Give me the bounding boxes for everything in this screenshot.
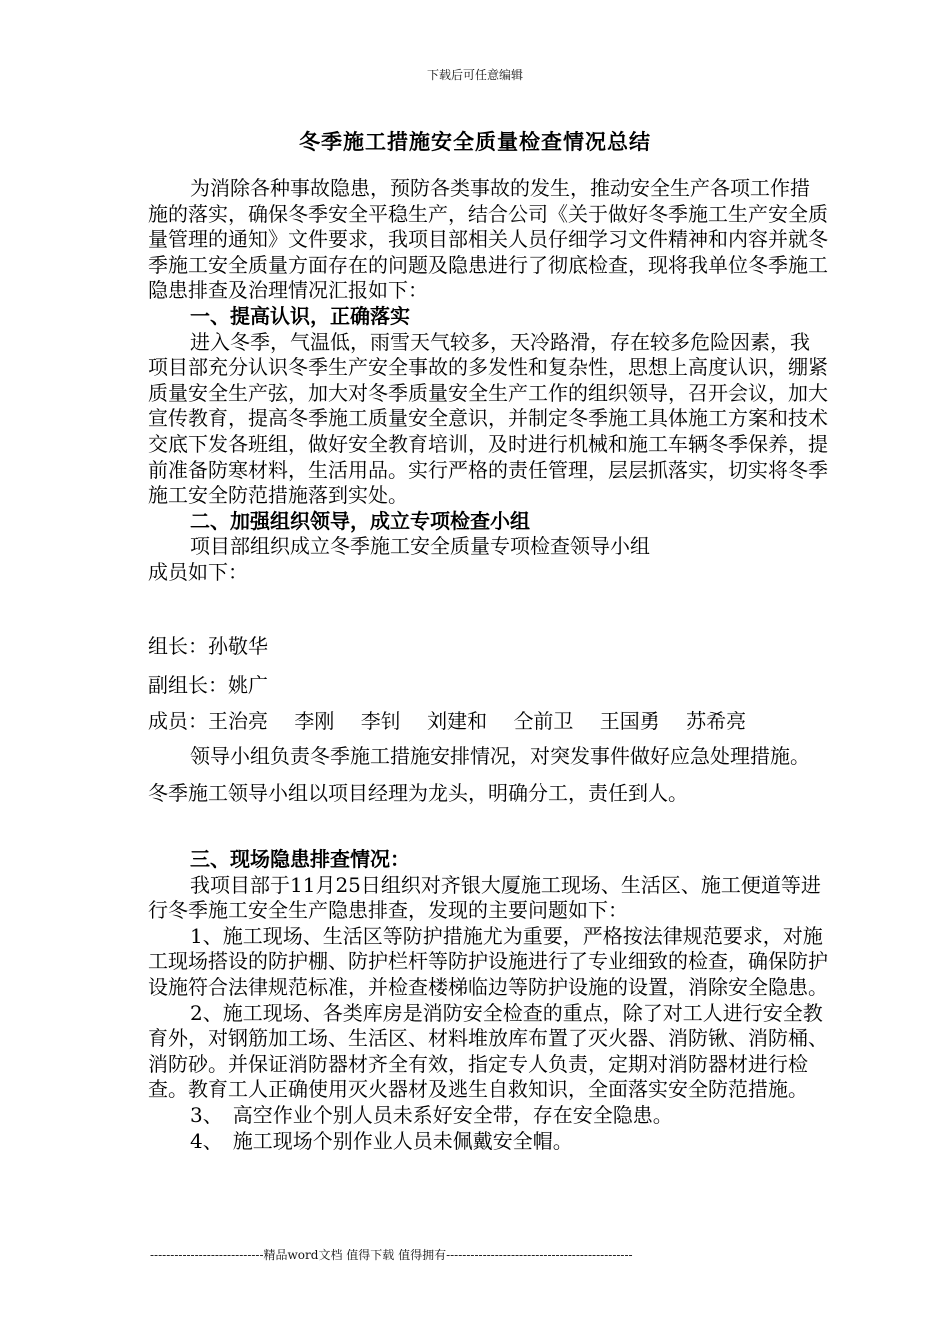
- deputy-leader-line: 副组长：姚广: [148, 673, 268, 697]
- issue-item-1: 1、施工现场、生活区等防护措施尤为重要，严格按法律规范要求，对施工现场搭设的防护棚、防护栏杆等防护设施进行了专业细致的检查，确保防护设施符合法律规范标准，并检查楼梯临边等防护设施的设置，消除安全隐患。: [148, 923, 828, 999]
- member-name: 仝前卫: [513, 709, 574, 733]
- member-name: 王国勇: [599, 709, 660, 733]
- section3-block: [148, 847, 828, 1154]
- section3-heading: 三、现场隐患排查情况：: [190, 847, 410, 871]
- footer-note: ----------------------------精品word文档 值得下载 值得拥有----------------------------------------------: [150, 1248, 633, 1262]
- header-note: 下载后可任意编辑: [426, 68, 523, 82]
- issue-item-4: 4、 施工现场个别作业人员未佩戴安全帽。: [190, 1128, 573, 1153]
- section2-line1: 项目部组织成立冬季施工安全质量专项检查领导小组: [190, 534, 650, 559]
- document-title: 冬季施工措施安全质量检查情况总结: [299, 129, 651, 154]
- issue-item-2: 2、施工现场、各类库房是消防安全检查的重点，除了对工人进行安全教育外，对钢筋加工场、生活区、材料堆放库布置了灭火器、消防锹、消防桶、消防砂。并保证消防器材齐全有效，指定专人负责，定期对消防器材进行检查。教育工人正确使用灭火器材及逃生自救知识，全面落实安全防范措施。: [148, 1000, 828, 1102]
- section3-body: 我项目部于11月25日组织对齐银大厦施工现场、生活区、施工便道等进行冬季施工安全生产隐患排查，发现的主要问题如下：: [148, 872, 821, 923]
- section1-body: 进入冬季，气温低，雨雪天气较多，天冷路滑，存在较多危险因素，我项目部充分认识冬季生产安全事故的多发性和复杂性，思想上高度认识，绷紧质量安全生产弦，加大对冬季质量安全生产工作的组织领导，召开会议，加大宣传教育，提高冬季施工质量安全意识，并制定冬季施工具体施工方案和技术交底下发各班组，做好安全教育培训，及时进行机械和施工车辆冬季保养，提前准备防寒材料，生活用品。实行严格的责任管理，层层抓落实，切实将冬季施工安全防范措施落到实处。: [148, 329, 828, 508]
- duty-paragraph: [148, 738, 828, 812]
- leader-line: 组长：孙敬华: [148, 634, 268, 658]
- intro-paragraph: 为消除各种事故隐患，预防各类事故的发生，推动安全生产各项工作措施的落实，确保冬季安全平稳生产，结合公司《关于做好冬季施工生产安全质量管理的通知》文件要求，我项目部相关人员仔细学习文件精神和内容并就冬季施工安全质量方面存在的问题及隐患进行了彻底检查，现将我单位冬季施工隐患排查及治理情况汇报如下：: [148, 176, 828, 303]
- member-name: 刘建和: [427, 709, 488, 733]
- member-name: 李钊: [360, 709, 401, 733]
- duty-text: 领导小组负责冬季施工措施安排情况，对突发事件做好应急处理措施。冬季施工领导小组以项目经理为龙头，明确分工，责任到人。: [148, 744, 810, 805]
- section2-line2: 成员如下：: [148, 559, 248, 584]
- section1-heading: 一、提高认识，正确落实: [190, 303, 410, 328]
- section2-heading: 二、加强组织领导，成立专项检查小组: [190, 508, 530, 533]
- members-line: [148, 705, 746, 734]
- intro-block: [148, 176, 828, 586]
- member-name: 李刚: [294, 709, 335, 733]
- members-label: 成员：王治亮: [148, 709, 268, 733]
- member-name: 苏希亮: [686, 709, 747, 733]
- issue-item-3: 3、 高空作业个别人员未系好安全带，存在安全隐患。: [190, 1102, 673, 1127]
